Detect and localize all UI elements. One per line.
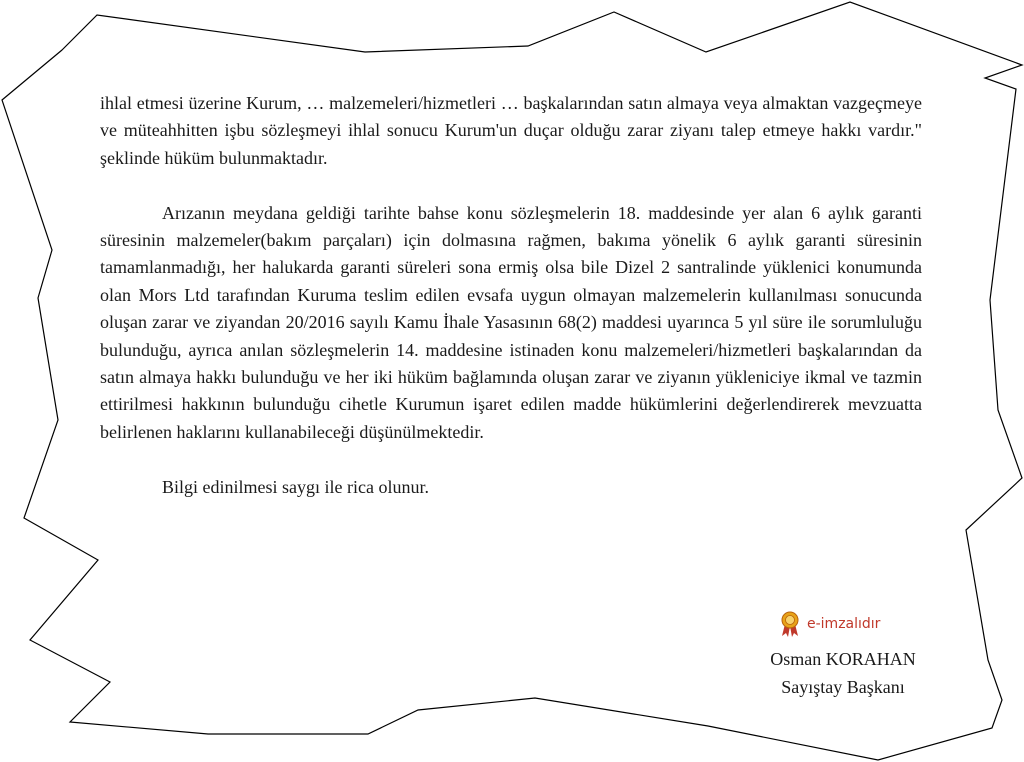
ribbon-badge-icon [779, 611, 801, 637]
signer-block [746, 645, 940, 701]
closing-line: Bilgi edinilmesi saygı ile rica olunur. [162, 476, 429, 497]
esign-label: e-imzalıdır [807, 616, 881, 632]
signer-name: Osman KORAHAN [770, 649, 916, 669]
letter-body [100, 90, 922, 501]
esign-stamp [779, 611, 880, 637]
paragraph-main: Arızanın meydana geldiği tarihte bahse konu sözleşmelerin 18. maddesinde yer alan 6 aylık garanti süresinin malzemeler(bakım parçaları) için dolmasına rağmen, bakıma yönelik 6 aylık garanti süresinin tamamlanmadığı, her halukarda garanti süreleri sona ermiş olsa bile Dizel 2 santralinde yüklenici konumunda olan Mors Ltd tarafından Kuruma teslim edilen evsafa uygun olmayan malzemelerin kullanılması sonucunda oluşan zarar ve ziyandan 20/2016 sayılı Kamu İhale Yasasının 68(2) maddesi uyarınca 5 yıl süre ile sorumluluğu bulunduğu, ayrıca anılan sözleşmelerin 14. maddesine istinaden konu malzemeleri/hizmetleri başkalarından da satın almaya hakkı bulunduğu ve her iki hüküm bağlamında oluşan zarar ve ziyanın yükleniciye ikmal ve tazmin ettirilmesi hakkının bulunduğu cihetle Kurumun işaret edilen madde hükümlerini değerlendirerek mevzuatta belirlenen haklarını kullanabileceği düşünülmektedir. [100, 202, 922, 442]
signer-title: Sayıştay Başkanı [781, 677, 905, 697]
paragraph-continuation: ihlal etmesi üzerine Kurum, … malzemeleri/hizmetleri … başkalarından satın almaya veya almaktan vazgeçmeye ve müteahhitten işbu sözleşmeyi ihlal sonucu Kurum'un duçar olduğu zarar ziyanı talep etmeye hakkı vardır." şeklinde hüküm bulunmaktadır. [100, 93, 922, 168]
